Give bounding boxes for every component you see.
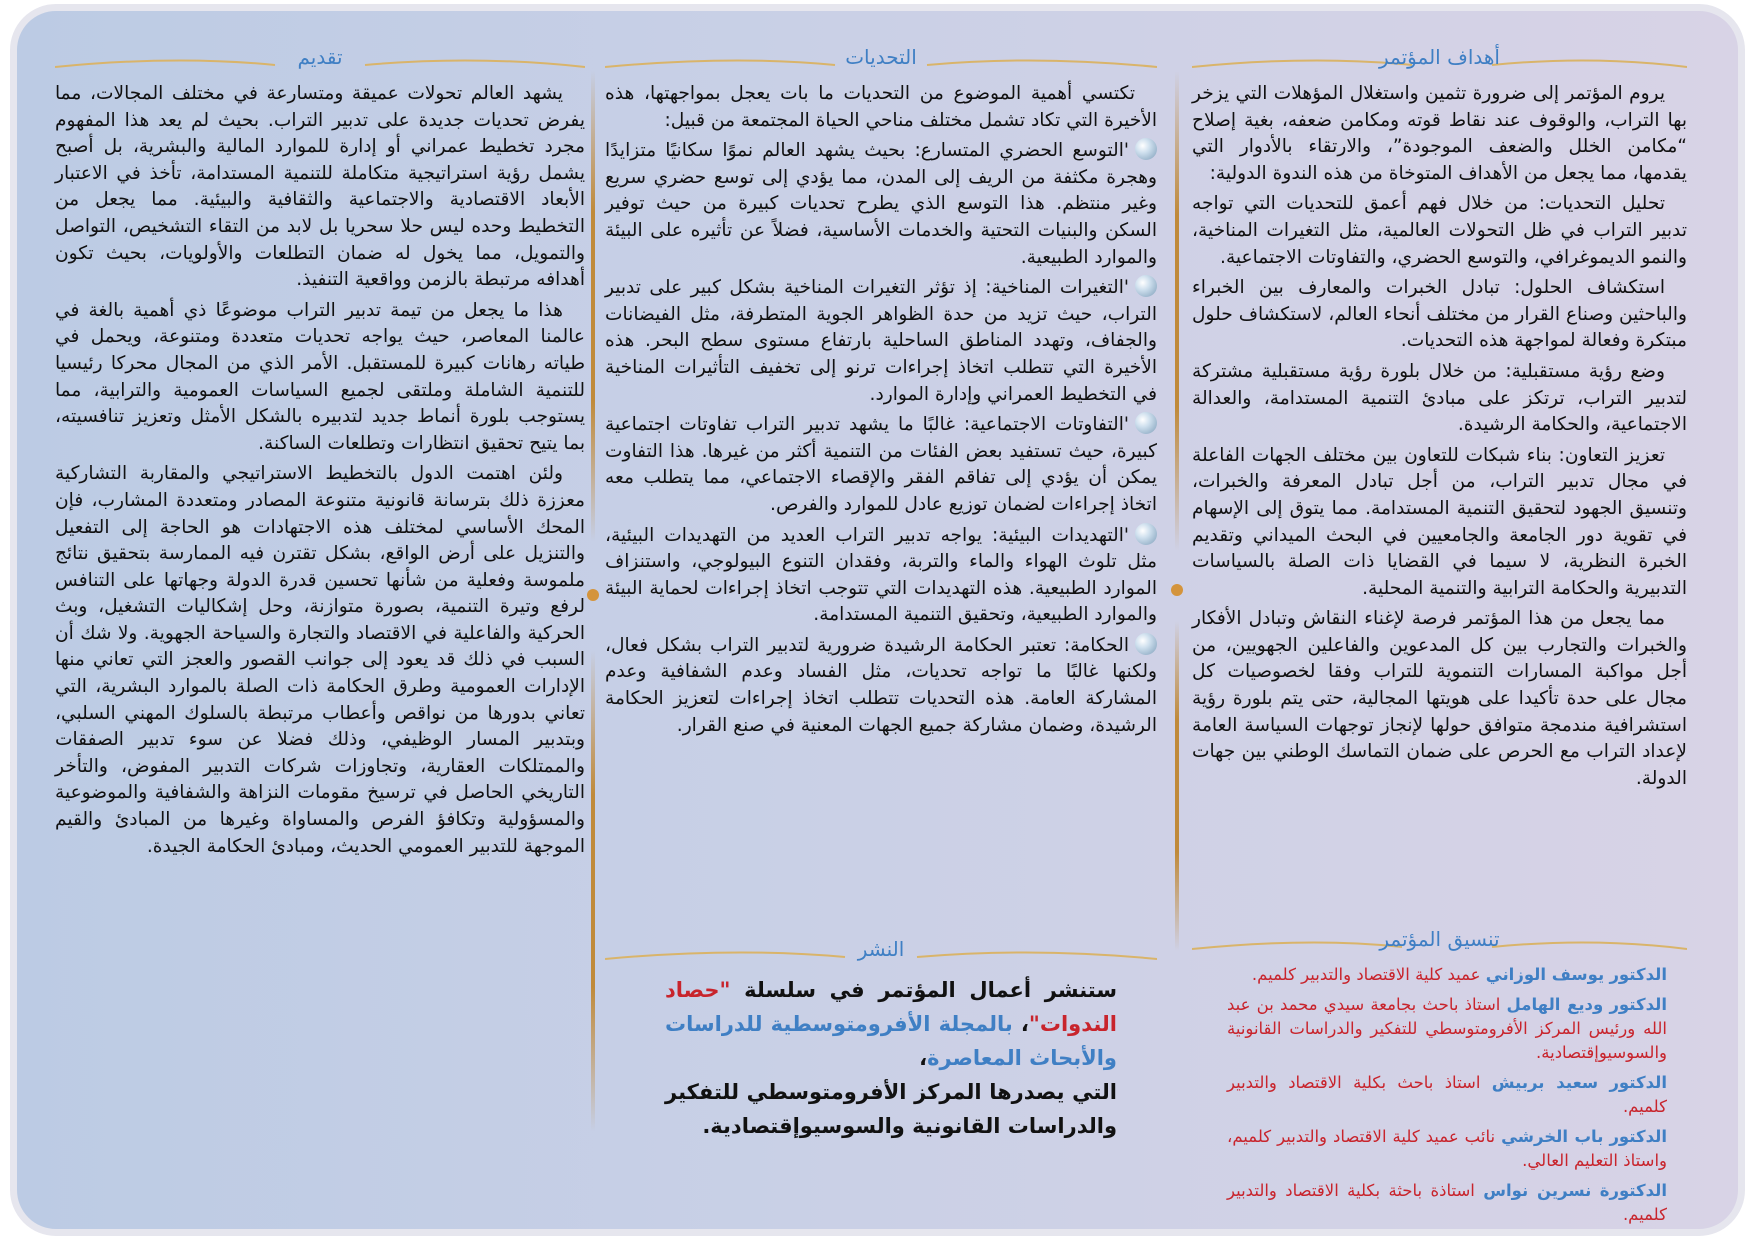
challenges-paragraph: تكتسي أهمية الموضوع من التحديات ما بات يعجل بمواجهتها، هذه الأخيرة التي تكاد تشمل مختلف مناحي الحياة المجتمعة من قبيل: <box>605 83 1157 131</box>
coordinator-role: استاذة باحثة بكلية الاقتصاد والتدبير كلميم. <box>1227 1181 1667 1224</box>
challenge-text: 'التغيرات المناخية: إذ تؤثر التغيرات المناخية بشكل كبير على تدبير التراب، حيث تزيد من حدة الظواهر الجوية المتطرفة، مثل الفيضانات والجفاف، وتهدد المناطق الساحلية بارتفاع مستوى سطح البحر. هذه الأخيرة التي تتطلب اتخاذ إجراءات ترنو إلى تخفيف التأثيرات المناخية في التخطيط العمراني وإدارة الموارد. <box>605 277 1157 405</box>
separator-line <box>591 651 595 1131</box>
separator-dot <box>1171 584 1183 596</box>
challenge-item <box>605 523 1157 629</box>
challenges-heading-wrap <box>605 39 1157 75</box>
coordinator-title: الدكتور <box>1609 1073 1667 1092</box>
coordinator-title: الدكتورة <box>1599 1181 1668 1200</box>
brochure-sheet <box>10 4 1745 1236</box>
publication-heading: النشر <box>857 937 905 961</box>
intro-column <box>55 39 585 864</box>
coordinator-name: يوسف الوزاني <box>1485 965 1605 984</box>
globe-bullet-icon <box>1135 275 1157 297</box>
coordination-heading: تنسيق المؤتمر <box>1379 927 1500 951</box>
coordinator-role: استاذ باحث بكلية الاقتصاد والتدبير كلميم. <box>1227 1073 1667 1116</box>
publication-intro: ستنشر أعمال المؤتمر في سلسلة <box>730 978 1117 1002</box>
coordination-section <box>1192 921 1687 1233</box>
coordinator-entry <box>1192 1179 1687 1227</box>
publisher-text: التي يصدرها المركز الأفرومتوسطي للتفكير والدراسات القانونية والسوسيوإقتصادية. <box>665 1080 1117 1138</box>
globe-bullet-icon <box>1135 412 1157 434</box>
challenge-item <box>605 138 1157 271</box>
goals-paragraph: وضع رؤية مستقبلية: من خلال بلورة رؤية مستقبلية مشتركة لتدبير التراب، ترتكز على مبادئ التنمية المستدامة، والعدالة الاجتماعية، والحكامة الرشيدة. <box>1192 360 1687 436</box>
coordinator-role: نائب عميد كلية الاقتصاد والتدبير كلميم، واستاذ التعليم العالي. <box>1227 1127 1667 1170</box>
challenge-text: 'التوسع الحضري المتسارع: بحيث يشهد العالم نموًا سكانيًا متزايدًا وهجرة مكثفة من الريف إلى المدن، مما يؤدي إلى توسع حضري سريع وغير منتظم. هذا التوسع الذي يطرح تحديات كبيرة من حيث توفير السكن والبنيات التحتية والخدمات الأساسية، فضلاً عن تأثيره على البيئة والموارد الطبيعية. <box>605 140 1157 268</box>
separator-text: ، <box>919 1046 928 1070</box>
coordinator-entry <box>1192 963 1687 987</box>
intro-paragraph: هذا ما يجعل من تيمة تدبير التراب موضوعًا ذي أهمية بالغة في عالمنا المعاصر، حيث يواجه تحديات متعددة ومتنوعة، ويحمل في طياته رهانات كبيرة للمستقبل. الأمر الذي من المجال محركا رئيسيا للتنمية الشاملة وملتقى لجميع السياسات العمومية والترابية، مما يستوجب بلورة أنماط جديد لتدبيره بالشكل الأمثل وتعزيز تنافسيته، بما يتيح تحقيق انتظارات وتطلعات الساكنة. <box>55 299 585 454</box>
challenge-item <box>605 412 1157 518</box>
goals-heading-wrap <box>1192 39 1687 75</box>
coordinator-entry <box>1192 993 1687 1065</box>
coordination-heading-wrap <box>1192 921 1687 957</box>
publication-text <box>605 973 1157 1143</box>
challenge-item <box>605 633 1157 739</box>
goals-paragraph: تعزيز التعاون: بناء شبكات للتعاون بين مختلف الجهات الفاعلة في مجال تدبير التراب، من أجل تبادل المعرفة والخبرات، وتنسيق الجهود لتحقيق التنمية المستدامة. مما يتوق إلى الإسهام في تقوية دور الجامعة والجامعيين في البحث الميداني وتقديم الخبرة النظرية، لا سيما في القضايا ذات الصلة بالسياسات التدبيرية والحكامة الترابية والتنمية المحلية. <box>1192 444 1687 599</box>
separator-line <box>591 71 595 541</box>
publication-heading-wrap <box>605 931 1157 967</box>
coordinator-name: سعيد بربيش <box>1491 1073 1599 1092</box>
series-name: "حصاد الندوات" <box>665 978 1117 1036</box>
coordinator-title: الدكتور <box>1609 995 1667 1014</box>
challenge-item <box>605 275 1157 408</box>
goals-paragraph: استكشاف الحلول: تبادل الخبرات والمعارف بين الخبراء والباحثين وصناع القرار من مختلف أنحاء العالم، لاستكشاف حلول مبتكرة وفعالة لمواجهة هذه التحديات. <box>1192 277 1687 352</box>
coordinator-title: الدكتور <box>1609 965 1667 984</box>
intro-paragraph: ولئن اهتمت الدول بالتخطيط الاستراتيجي والمقاربة التشاركية معززة ذلك بترسانة قانونية متنوعة المصادر ومتعددة المشارب، فإن المحك الأساسي لمختلف هذه الاجتهادات هو الحاجة إلى التفعيل والتنزيل على أرض الواقع، بشكل تقترن فيه الممارسة بتحقيق نتائج ملموسة وفعلية من شأنها تحسين قدرة الدولة وجهاتها على التنافس لرفع وتيرة التنمية، بصورة متوازنة، وحل إشكاليات التشغيل، وبث الحركية والفاعلية في الاقتصاد والتجارة والسياحة الجهوية. ولا شك أن السبب في ذلك قد يعود إلى جوانب القصور والعجز التي تعاني منها الإدارات العمومية وطرق الحكامة ذات الصلة بالموارد البشرية، التي تعاني بدورها من نواقص وأعطاب مرتبطة بالسلوك المهني السلبي، وبتدبير المسار الوظيفي، وذلك فضلا عن سوء تدبير الصفقات والممتلكات العقارية، وتجاوزات شركات التدبير المفوض، والتأخر التاريخي الحاصل في ترسيخ مقومات النزاهة والشفافية والموضوعية والمسؤولية وتكافؤ الفرص والمساواة وغيرها من المبادئ والقيم الموجهة للتدبير العمومي الحديث، ومبادئ الحكامة الجيدة. <box>55 463 585 857</box>
coordinator-name: نسرين نواس <box>1483 1181 1592 1200</box>
intro-paragraph: يشهد العالم تحولات عميقة ومتسارعة في مختلف المجالات، مما يفرض تحديات جديدة على تدبير التراب. بحيث لم يعد هذا المفهوم مجرد تخطيط عمراني أو إدارة للموارد المالية والبشرية، بل أصبح يشمل رؤية استراتيجية متكاملة للتنمية المستدامة، تأخذ في الاعتبار الأبعاد الاقتصادية والاجتماعية والثقافية والبيئية. مما يجعل من التخطيط وحده ليس حلا سحريا بل لابد من التقاء التشخيص، التواصل والتمويل، مما يخول له ضمان التطلعات والأولويات، بحيث تكون أهدافه مرتبطة بالزمن وواقعية التنفيذ. <box>55 83 585 291</box>
intro-heading-wrap <box>55 39 585 75</box>
separator-line <box>1175 71 1179 551</box>
goals-column <box>1192 39 1687 796</box>
coordinator-entry <box>1192 1071 1687 1119</box>
globe-bullet-icon <box>1135 138 1157 160</box>
challenge-text: 'التهديدات البيئية: يواجه تدبير التراب العديد من التهديدات البيئية، مثل تلوث الهواء والماء والتربة، وفقدان التنوع البيولوجي، واستنزاف الموارد الطبيعية. هذه التهديدات التي تتوجب اتخاذ إجراءات لحماية البيئة والموارد الطبيعية، وتحقيق التنمية المستدامة. <box>605 524 1157 626</box>
separator-line <box>1175 621 1179 951</box>
journal-name: بالمجلة الأفرومتوسطية للدراسات والأبحاث المعاصرة <box>665 1012 1117 1070</box>
challenge-text: 'التفاوتات الاجتماعية: غالبًا ما يشهد تدبير التراب تفاوتات اجتماعية كبيرة، حيث تستفيد بعض الفئات من التنمية أكثر من غيرها. هذا التفاوت يمكن أن يؤدي إلى تفاقم الفقر والإقصاء الاجتماعي، مما يتطلب معه اتخاذ إجراءات لضمان توزيع عادل للموارد والفرص. <box>605 414 1157 515</box>
coordinator-name: وديع الهامل <box>1506 995 1604 1014</box>
separator-dot <box>587 589 599 601</box>
goals-paragraph: يروم المؤتمر إلى ضرورة تثمين واستغلال المؤهلات التي يزخر بها التراب، والوقوف عند نقاط قوته ومكامن ضعفه، بغية إصلاح “مكامن الخلل والضعف الموجودة”، والارتقاء بالأدوار التي يقدمها، مما يجعل من الأهداف المتوخاة من هذه الندوة الدولية: <box>1192 83 1687 184</box>
goals-heading: أهداف المؤتمر <box>1379 45 1500 69</box>
separator-text: ، <box>1012 1012 1029 1036</box>
globe-bullet-icon <box>1135 523 1157 545</box>
globe-bullet-icon <box>1135 633 1157 655</box>
coordinator-name: باب الخرشي <box>1501 1127 1604 1146</box>
challenge-text: الحكامة: تعتبر الحكامة الرشيدة ضرورية لتدبير التراب بشكل فعال، ولكنها غالبًا ما تواجه تحديات، مثل الفساد وعدم الشفافية وعدم المشاركة العامة. هذه التحديات تتطلب اتخاذ إجراءات لتعزيز الحكامة الرشيدة، وضمان مشاركة جميع الجهات المعنية في صنع القرار. <box>605 634 1157 736</box>
publication-section <box>605 931 1157 1143</box>
goals-paragraph: تحليل التحديات: من خلال فهم أعمق للتحديات التي تواجه تدبير التراب في ظل التحولات العالمية، مثل التغيرات المناخية، والنمو الديموغرافي، والتوسع الحضري، والتفاوتات الاجتماعية. <box>1192 193 1687 268</box>
coordinator-role: استاذ باحث بجامعة سيدي محمد بن عبد الله ورئيس المركز الأفرومتوسطي للتفكير والدراسات القانونية والسوسيوإقتصادية. <box>1227 995 1667 1062</box>
challenges-heading: التحديات <box>845 45 917 69</box>
coordinator-title: الدكتور <box>1609 1127 1667 1146</box>
coordinator-role: عميد كلية الاقتصاد والتدبير كلميم. <box>1251 965 1481 984</box>
challenges-column <box>605 39 1157 743</box>
intro-heading: تقديم <box>297 45 343 69</box>
goals-paragraph: مما يجعل من هذا المؤتمر فرصة لإغناء النقاش وتبادل الأفكار والخبرات والتجارب بين كل المدعوين والفاعلين الجهويين، من أجل مواكبة المسارات التنموية للتراب وفقا لخصوصيات كل مجال على حدة تأكيدا على هويتها المجالية، حتى يتم بلورة رؤية استشرافية مندمجة متوافق حولها لإنجاز توجهات السياسة العامة لإعداد التراب مع الحرص على ضمان التماسك الوطني بين جهات الدولة. <box>1192 608 1687 789</box>
coordinator-entry <box>1192 1125 1687 1173</box>
